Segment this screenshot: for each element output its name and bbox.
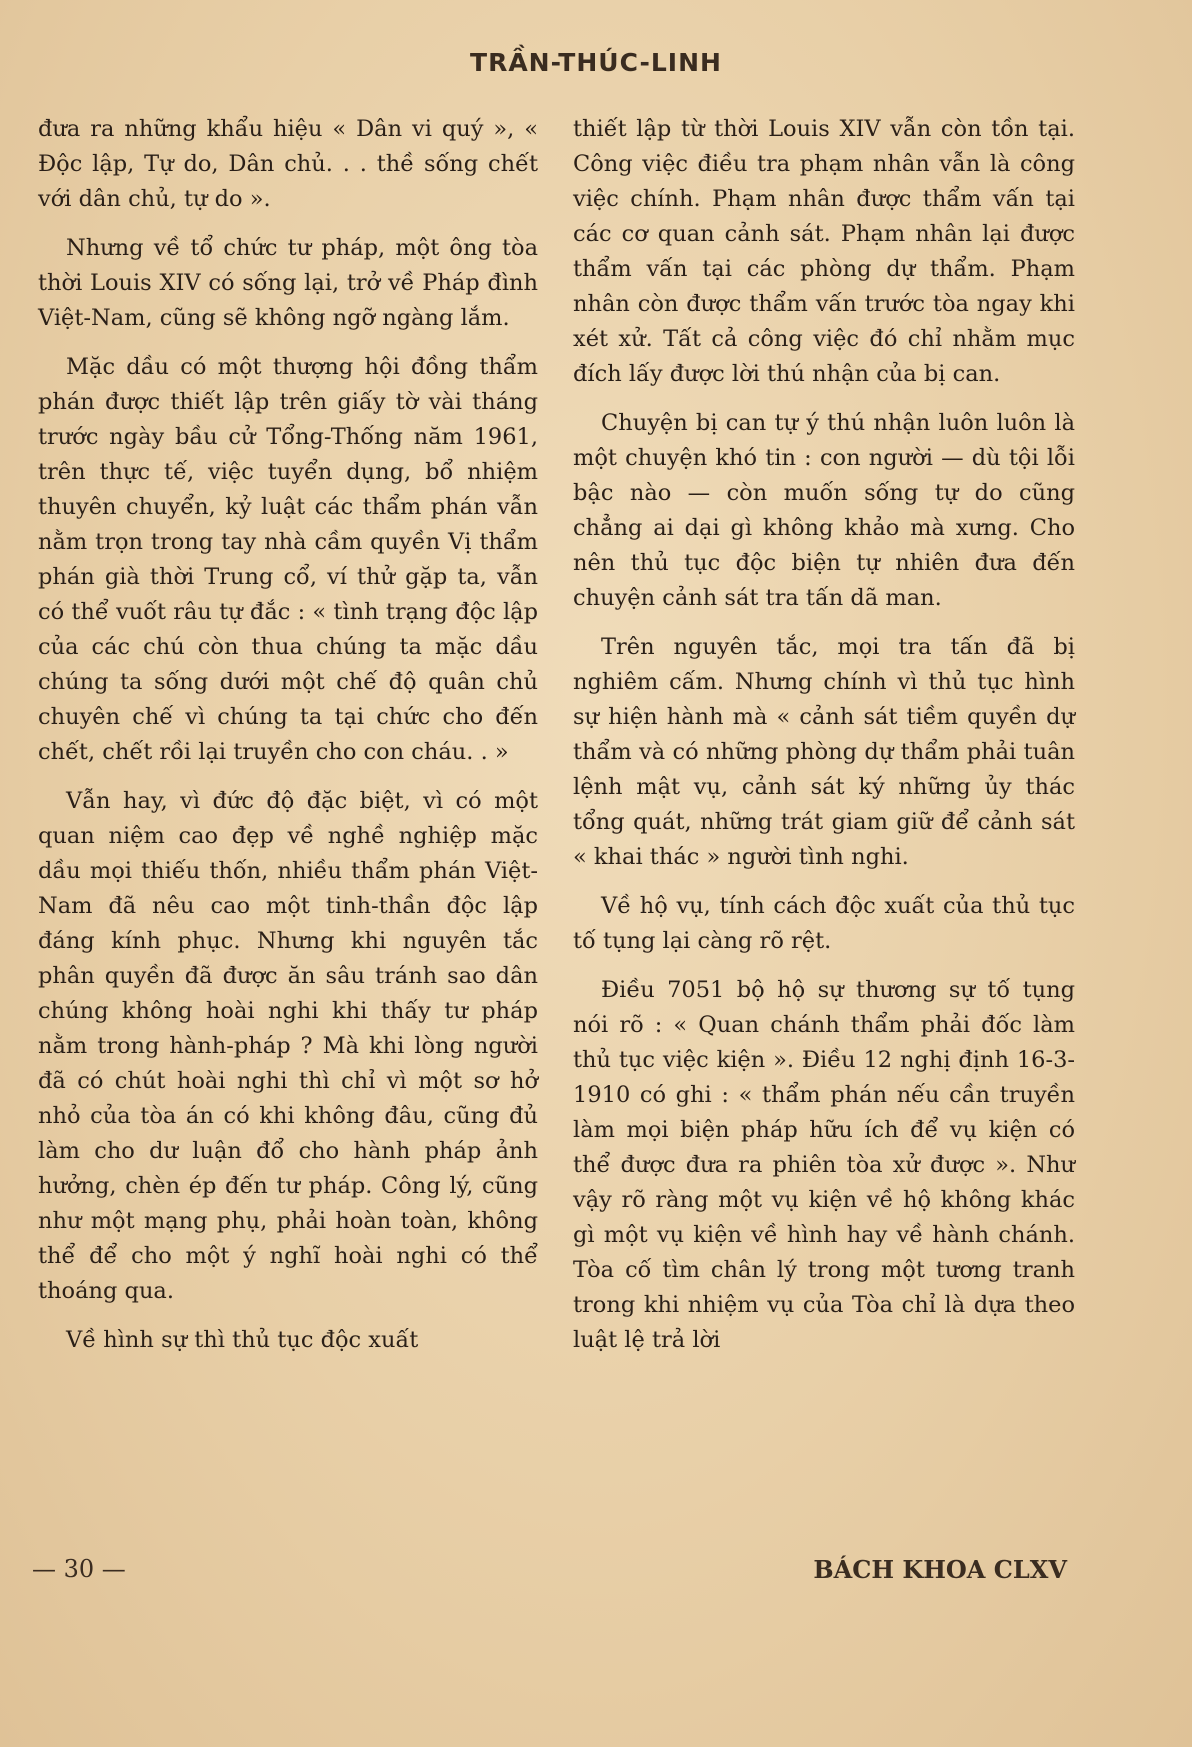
right-column [573,112,1075,1372]
page-header: TRẦN-THÚC-LINH [470,48,722,77]
paragraph: Về hộ vụ, tính cách độc xuất của thủ tục tố tụng lại càng rõ rệt. [573,893,1075,954]
paragraph: Điều 7051 bộ hộ sự thương sự tố tụng nói rõ : « Quan chánh thẩm phải đốc làm thủ tục việc kiện ». Điều 12 nghị định 16-3-1910 có ghi : « thẩm phán nếu cần truyền làm mọi biện pháp hữu ích để vụ kiện có thể được đưa ra phiên tòa xử được ». Như vậy rõ ràng một vụ kiện về hộ không khác gì một vụ kiện về hình hay về hành chánh. Tòa cố tìm chân lý trong một tương tranh trong khi nhiệm vụ của Tòa chỉ là dựa theo luật lệ trả lời [573,977,1075,1353]
paragraph: đưa ra những khẩu hiệu « Dân vi quý », « Độc lập, Tự do, Dân chủ. . . thề sống chết với dân chủ, tự do ». [38,116,538,212]
paragraph: Trên nguyên tắc, mọi tra tấn đã bị nghiêm cấm. Nhưng chính vì thủ tục hình sự hiện hành mà « cảnh sát tiềm quyền dự thẩm và có những phòng dự thẩm phải tuân lệnh mật vụ, cảnh sát ký những ủy thác tổng quát, những trát giam giữ để cảnh sát « khai thác » người tình nghi. [573,634,1075,870]
page-number: — 30 — [32,1555,126,1583]
paragraph: Nhưng về tổ chức tư pháp, một ông tòa thời Louis XIV có sống lại, trở về Pháp đình Việt-Nam, cũng sẽ không ngỡ ngàng lắm. [38,235,538,331]
paragraph: Mặc dầu có một thượng hội đồng thẩm phán được thiết lập trên giấy tờ vài tháng trước ngày bầu cử Tổng-Thống năm 1961, trên thực tế, việc tuyển dụng, bổ nhiệm thuyên chuyển, kỷ luật các thẩm phán vẫn nằm trọn trong tay nhà cầm quyền Vị thẩm phán già thời Trung cổ, ví thử gặp ta, vẫn có thể vuốt râu tự đắc : « tình trạng độc lập của các chú còn thua chúng ta mặc dầu chúng ta sống dưới một chế độ quân chủ chuyên chế vì chúng ta tại chức cho đến chết, chết rồi lại truyền cho con cháu. . » [38,354,538,765]
publication-footer: BÁCH KHOA CLXV [813,1555,1067,1584]
paragraph: Chuyện bị can tự ý thú nhận luôn luôn là một chuyện khó tin : con người — dù tội lỗi bậc nào — còn muốn sống tự do cũng chẳng ai dại gì không khảo mà xưng. Cho nên thủ tục độc biện tự nhiên đưa đến chuyện cảnh sát tra tấn dã man. [573,410,1075,611]
paragraph: Vẫn hay, vì đức độ đặc biệt, vì có một quan niệm cao đẹp về nghề nghiệp mặc dầu mọi thiếu thốn, nhiều thẩm phán Việt-Nam đã nêu cao một tinh-thần độc lập đáng kính phục. Nhưng khi nguyên tắc phân quyền đã được ăn sâu tránh sao dân chúng không hoài nghi khi thấy tư pháp nằm trong hành-pháp ? Mà khi lòng người đã có chút hoài nghi thì chỉ vì một sơ hở nhỏ của tòa án có khi không đâu, cũng đủ làm cho dư luận đổ cho hành pháp ảnh hưởng, chèn ép đến tư pháp. Công lý, cũng như một mạng phụ, phải hoàn toàn, không thể để cho một ý nghĩ hoài nghi có thể thoáng qua. [38,788,538,1304]
left-column [38,112,538,1372]
paragraph: Về hình sự thì thủ tục độc xuất [66,1327,419,1353]
paragraph: thiết lập từ thời Louis XIV vẫn còn tồn tại. Công việc điều tra phạm nhân vẫn là công việc chính. Phạm nhân được thẩm vấn tại các cơ quan cảnh sát. Phạm nhân lại được thẩm vấn tại các phòng dự thẩm. Phạm nhân còn được thẩm vấn trước tòa ngay khi xét xử. Tất cả công việc đó chỉ nhằm mục đích lấy được lời thú nhận của bị can. [573,116,1075,387]
